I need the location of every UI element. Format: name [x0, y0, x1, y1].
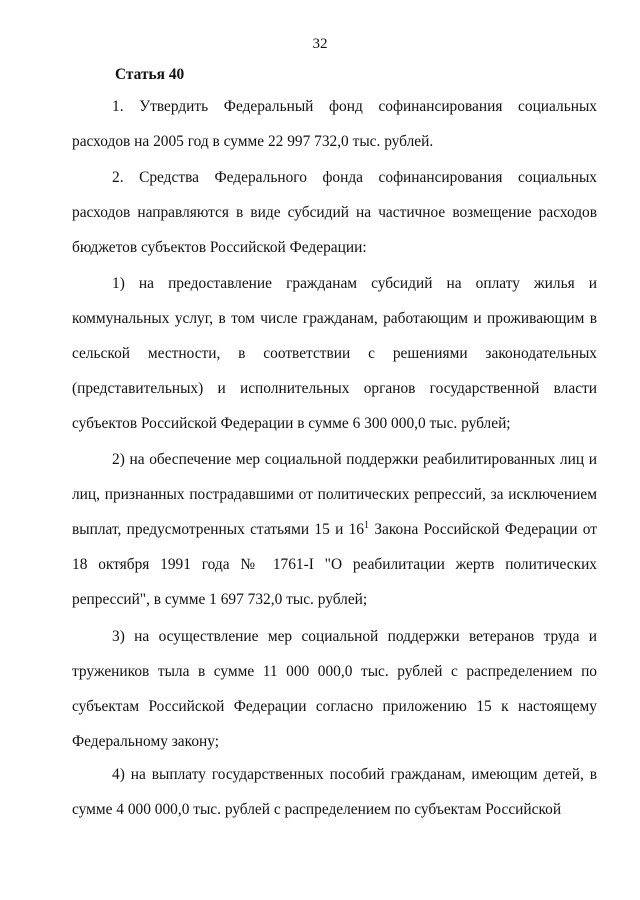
paragraph-4-text-start: 2) на обеспечение мер социальной поддержки реабилитированных лиц и лиц, признанных пострадавшими от политических репрессий, за исключением выплат, предусмотренных статьями 15 и 16 — [72, 451, 597, 538]
paragraph-4 — [72, 442, 597, 617]
footnote-superscript: 1 — [364, 520, 370, 531]
article-heading: Статья 40 — [115, 66, 185, 83]
paragraph-2-block — [72, 160, 597, 265]
paragraph-5: 3) на осуществление мер социальной поддержки ветеранов труда и тружеников тыла в сумме 11 000 000,0 тыс. рублей с распределением по субъектам Российской Федерации согласно приложению 15 к настоящему Федеральному закону; — [72, 628, 597, 750]
paragraph-4-block — [72, 442, 597, 617]
paragraph-3: 1) на предоставление гражданам субсидий на оплату жилья и коммунальных услуг, в том числе гражданам, работающим и проживающим в сельской местности, в соответствии с решениями законодательных (представительных) и исполнительных органов государственной власти субъектов Российской Федерации в сумме 6 300 000,0 тыс. рублей; — [72, 275, 597, 432]
paragraph-5-block — [72, 619, 597, 759]
paragraph-1: 1. Утвердить Федеральный фонд софинансирования социальных расходов на 2005 год в сумме 22 997 732,0 тыс. рублей. — [72, 98, 597, 150]
paragraph-2: 2. Средства Федерального фонда софинансирования социальных расходов направляются в виде субсидий на частичное возмещение расходов бюджетов субъектов Российской Федерации: — [72, 169, 597, 256]
paragraph-3-block — [72, 266, 597, 441]
page-number: 32 — [312, 36, 328, 52]
paragraph-6-block — [72, 757, 597, 827]
paragraph-4-text-end: Закона Российской Федерации от 18 октября 1991 года № 1761-I "О реабилитации жертв политических репрессий", в сумме 1 697 732,0 тыс. рублей; — [72, 521, 597, 608]
paragraph-6: 4) на выплату государственных пособий гражданам, имеющим детей, в сумме 4 000 000,0 тыс. рублей с распределением по субъектам Российской — [72, 766, 597, 818]
paragraph-1-block — [72, 89, 597, 159]
